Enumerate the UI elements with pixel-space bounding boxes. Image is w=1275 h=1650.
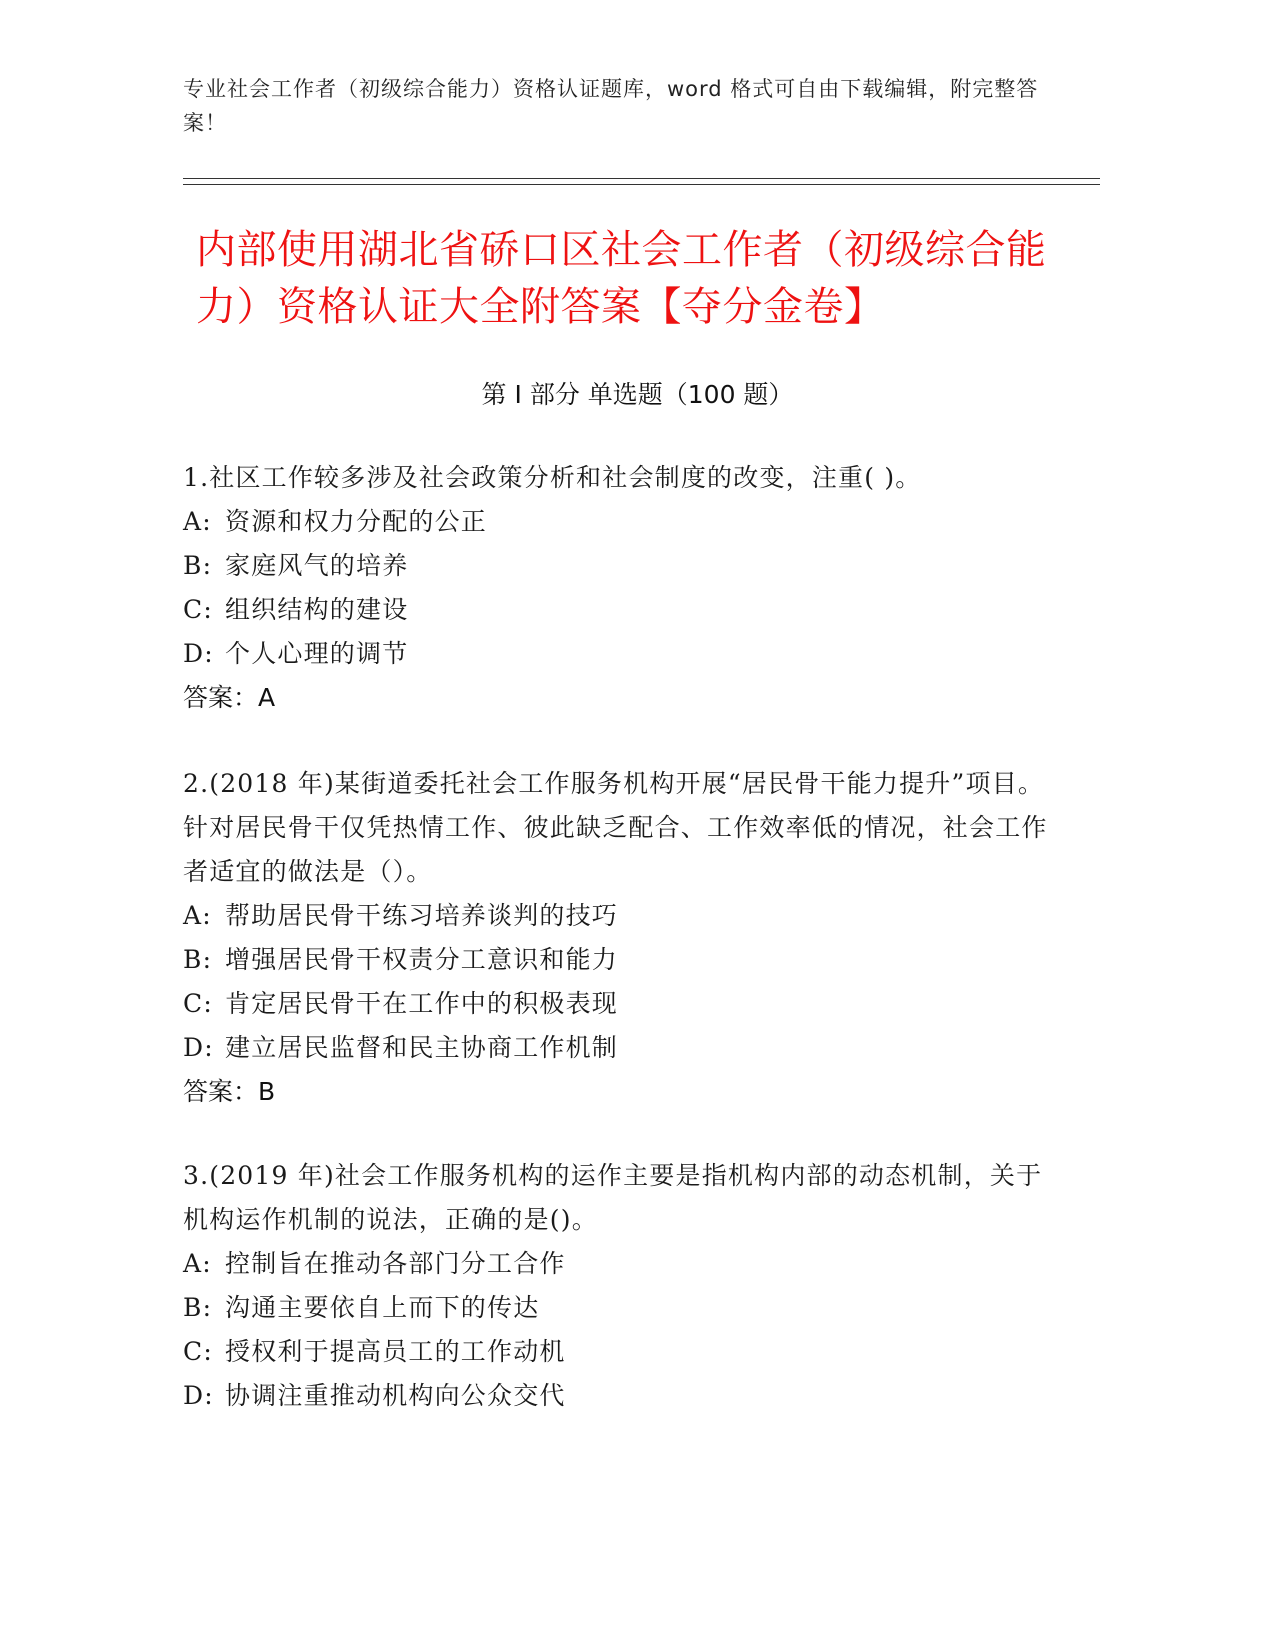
option-letter: C: <box>183 595 213 624</box>
option-b <box>183 938 1063 982</box>
option-letter: D: <box>183 1381 214 1410</box>
option-letter: D: <box>183 1033 214 1062</box>
option-text: 授权利于提高员工的工作动机 <box>225 1337 566 1366</box>
option-d <box>183 1026 1063 1070</box>
option-letter: A: <box>183 1249 212 1278</box>
question-1 <box>183 456 1063 720</box>
option-b <box>183 544 1063 588</box>
option-text: 沟通主要依自上而下的传达 <box>225 1293 540 1322</box>
option-text: 肯定居民骨干在工作中的积极表现 <box>225 989 619 1018</box>
option-letter: B: <box>183 1293 213 1322</box>
option-text: 个人心理的调节 <box>225 639 409 668</box>
option-a <box>183 894 1063 938</box>
option-text: 控制旨在推动各部门分工合作 <box>225 1249 566 1278</box>
option-letter: D: <box>183 639 214 668</box>
option-text: 家庭风气的培养 <box>225 551 409 580</box>
option-letter: C: <box>183 1337 213 1366</box>
question-stem: 3.(2019 年)社会工作服务机构的运作主要是指机构内部的动态机制，关于机构运作机制的说法，正确的是()。 <box>183 1161 1043 1234</box>
answer-line: 答案：B <box>183 1077 276 1106</box>
option-letter: B: <box>183 551 213 580</box>
option-a <box>183 1242 1063 1286</box>
option-letter: A: <box>183 507 212 536</box>
option-b <box>183 1286 1063 1330</box>
option-c <box>183 982 1063 1026</box>
option-letter: A: <box>183 901 212 930</box>
option-a <box>183 500 1063 544</box>
document-title: 内部使用湖北省硚口区社会工作者（初级综合能力）资格认证大全附答案【夺分金卷】 <box>196 227 1047 330</box>
question-2 <box>183 762 1063 1114</box>
option-c <box>183 588 1063 632</box>
option-letter: B: <box>183 945 213 974</box>
option-d <box>183 1374 1063 1418</box>
question-stem: 2.(2018 年)某街道委托社会工作服务机构开展“居民骨干能力提升”项目。针对居民骨干仅凭热情工作、彼此缺乏配合、工作效率低的情况，社会工作者适宜的做法是（）。 <box>183 769 1048 886</box>
option-text: 增强居民骨干权责分工意识和能力 <box>225 945 619 974</box>
option-text: 帮助居民骨干练习培养谈判的技巧 <box>225 901 619 930</box>
option-text: 资源和权力分配的公正 <box>225 507 488 536</box>
answer-line: 答案：A <box>183 683 276 712</box>
header-divider-top <box>183 178 1100 179</box>
option-text: 协调注重推动机构向公众交代 <box>225 1381 566 1410</box>
header-divider-bottom <box>183 184 1100 185</box>
option-d <box>183 632 1063 676</box>
section-heading: 第 I 部分 单选题（100 题） <box>481 380 794 409</box>
question-stem: 1.社区工作较多涉及社会政策分析和社会制度的改变，注重( )。 <box>183 463 922 492</box>
header-note: 专业社会工作者（初级综合能力）资格认证题库，word 格式可自由下载编辑，附完整答案！ <box>183 77 1039 135</box>
question-3 <box>183 1154 1063 1418</box>
option-letter: C: <box>183 989 213 1018</box>
option-text: 组织结构的建设 <box>225 595 409 624</box>
option-text: 建立居民监督和民主协商工作机制 <box>225 1033 619 1062</box>
option-c <box>183 1330 1063 1374</box>
